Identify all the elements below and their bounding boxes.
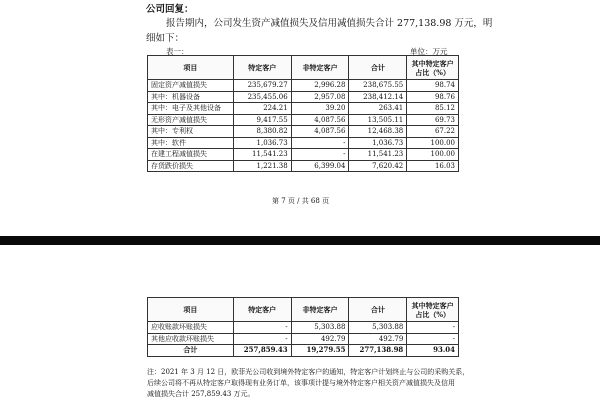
table-cell: 492.79 <box>291 333 349 345</box>
intro-line-2: 细如下： <box>146 33 185 44</box>
table-row <box>148 322 459 334</box>
table-cell: - <box>291 137 349 149</box>
table-cell: 11,541.23 <box>233 149 291 161</box>
table-row <box>148 114 459 126</box>
table-cell: 263.41 <box>349 103 407 115</box>
total-row <box>148 345 459 357</box>
table-cell: 固定资产减值损失 <box>148 80 234 92</box>
col-header-share: 其中特定客户占比（%） <box>407 298 459 322</box>
table-cell: 7,620.42 <box>349 160 407 172</box>
table-label: 表一： <box>166 47 189 56</box>
table-cell: 16.03 <box>407 160 459 172</box>
table-cell: - <box>407 333 459 345</box>
note-line-1: 注：2021 年 3 月 12 日，欧菲光公司收到境外特定客户的通知，特定客户计划终止与公司的采购关系， <box>147 368 470 376</box>
table-cell: 无形资产减值损失 <box>148 114 234 126</box>
table-cell: 6,399.04 <box>291 160 349 172</box>
table-cell: 93.04 <box>407 345 459 357</box>
table-cell: 100.00 <box>407 149 459 161</box>
table-row <box>148 91 459 103</box>
table-cell: 238,675.55 <box>349 80 407 92</box>
table-cell: 在建工程减值损失 <box>148 149 234 161</box>
table-cell: 1,036.73 <box>233 137 291 149</box>
table-row <box>148 333 459 345</box>
col-header-specific: 特定客户 <box>233 56 291 80</box>
table-row <box>148 149 459 161</box>
table-cell: 其中：电子及其他设备 <box>148 103 234 115</box>
col-header-total: 合计 <box>349 56 407 80</box>
table-row <box>148 126 459 138</box>
col-header-specific: 特定客户 <box>233 298 291 322</box>
table-cell: 98.76 <box>407 91 459 103</box>
table-cell: 4,087.56 <box>291 114 349 126</box>
table-cell: 69.73 <box>407 114 459 126</box>
col-header-total: 合计 <box>349 298 407 322</box>
table-cell: 85.12 <box>407 103 459 115</box>
table-cell: 2,996.28 <box>291 80 349 92</box>
table-cell: 应收账款坏账损失 <box>148 322 234 334</box>
table-cell: 8,380.82 <box>233 126 291 138</box>
table-cell: 492.79 <box>349 333 407 345</box>
table-cell: 1,221.38 <box>233 160 291 172</box>
table-cell: - <box>233 322 291 334</box>
table-cell: 12,468.38 <box>349 126 407 138</box>
table-cell: 39.20 <box>291 103 349 115</box>
note-line-2: 后续公司将不再从特定客户取得现有业务订单，该事项计提与境外特定客户相关资产减值损失及信用 <box>147 379 455 387</box>
table-cell: 存货跌价损失 <box>148 160 234 172</box>
table-cell: 235,679.27 <box>233 80 291 92</box>
table-cell: 其中：专利权 <box>148 126 234 138</box>
table-cell: 其中：机器设备 <box>148 91 234 103</box>
table-cell: - <box>233 333 291 345</box>
note-line-3: 减值损失合计 257,859.43 万元。 <box>147 390 255 398</box>
table-cell: 13,505.11 <box>349 114 407 126</box>
table-cell: 其他应收款坏账损失 <box>148 333 234 345</box>
page-number: 第 7 页 / 共 68 页 <box>272 197 330 205</box>
table-row <box>148 160 459 172</box>
table-cell: - <box>407 322 459 334</box>
col-header-nonspecific: 非特定客户 <box>291 298 349 322</box>
table-cell: 9,417.55 <box>233 114 291 126</box>
table-cell: 4,087.56 <box>291 126 349 138</box>
table-cell: 235,455.06 <box>233 91 291 103</box>
intro-line-1: 报告期内，公司发生资产减值损失及信用减值损失合计 277,138.98 万元，明 <box>166 18 493 29</box>
table-row <box>148 103 459 115</box>
table-cell: 238,412.14 <box>349 91 407 103</box>
table-cell: 5,303.88 <box>291 322 349 334</box>
table-cell: 100.00 <box>407 137 459 149</box>
table-row <box>148 137 459 149</box>
col-header-share: 其中特定客户占比（%） <box>407 56 459 80</box>
table-cell: 67.22 <box>407 126 459 138</box>
table-cell: 277,138.98 <box>349 345 407 357</box>
table-cell: 224.21 <box>233 103 291 115</box>
table-cell: 5,303.88 <box>349 322 407 334</box>
table-cell: 2,957.08 <box>291 91 349 103</box>
col-header-item: 项目 <box>148 56 234 80</box>
table-cell: 11,541.23 <box>349 149 407 161</box>
table-cell: 合计 <box>148 345 234 357</box>
table-cell: 1,036.73 <box>349 137 407 149</box>
table-cell: 19,279.55 <box>291 345 349 357</box>
table-cell: 其中：软件 <box>148 137 234 149</box>
table-cell: 257,859.43 <box>233 345 291 357</box>
col-header-item: 项目 <box>148 298 234 322</box>
unit-label: 单位：万元 <box>410 47 448 56</box>
reply-heading: 公司回复： <box>146 4 194 15</box>
table-cell: - <box>291 149 349 161</box>
table-row <box>148 80 459 92</box>
col-header-nonspecific: 非特定客户 <box>291 56 349 80</box>
impairment-table-continued <box>147 297 459 357</box>
page-separator <box>0 236 600 245</box>
impairment-table <box>147 55 459 172</box>
table-cell: 98.74 <box>407 80 459 92</box>
